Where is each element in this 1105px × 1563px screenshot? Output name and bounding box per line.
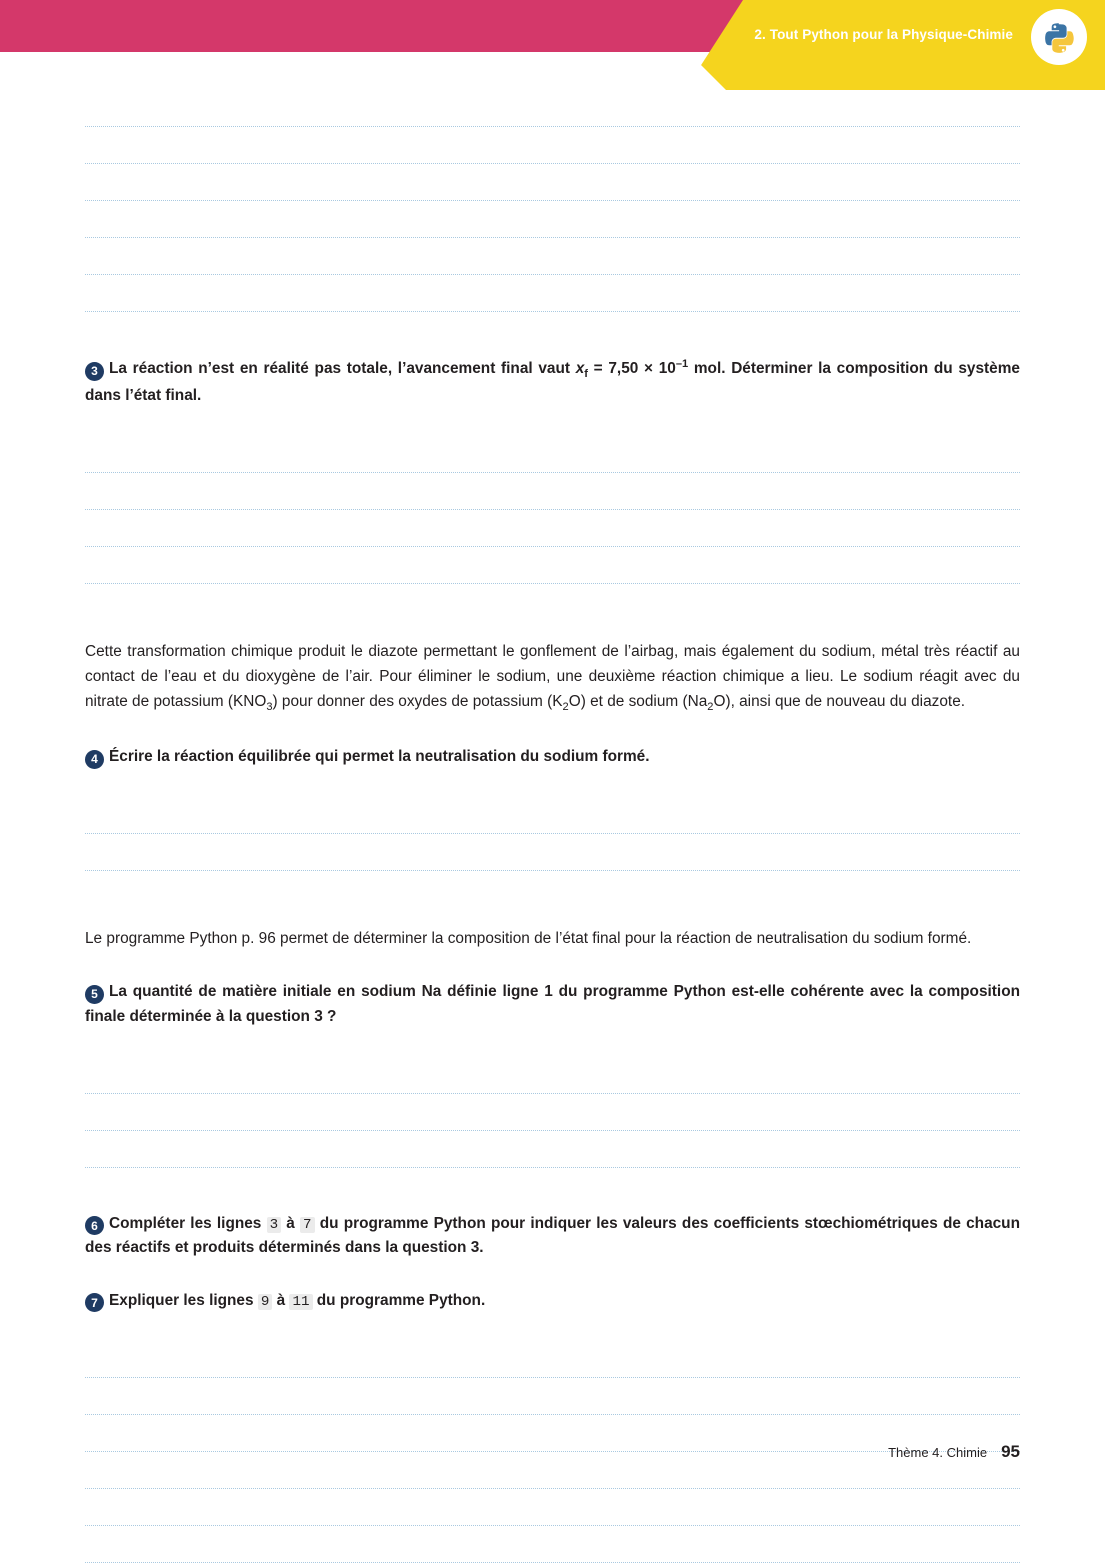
question-6-part-2: à [281,1214,301,1232]
footer-theme: Thème 4. Chimie [888,1445,988,1460]
answer-line[interactable] [85,473,1020,510]
answer-line[interactable] [85,275,1020,312]
question-5-text: La quantité de matière initiale en sodium Na définie ligne 1 du programme Python est-elle cohérente avec la composition finale déterminée à la question 3 ? [85,983,1020,1025]
paragraph-1-sub-3: 2 [707,701,714,714]
question-6-line-end: 7 [300,1217,315,1233]
paragraph-1-part-4: O), ainsi que de nouveau du diazote. [713,692,966,710]
question-7-part-3: du programme Python. [312,1291,486,1309]
answer-lines-top [85,90,1020,312]
page-body [0,90,1105,1563]
answer-line[interactable] [85,90,1020,127]
question-6-part-3: du programme Python pour indiquer les valeurs des coefficients stœchiométriques de chacun des réactifs et produits déterminés dans la question 3. [85,1214,1020,1257]
answer-line[interactable] [85,834,1020,871]
question-3-var: x [575,360,585,378]
answer-line[interactable] [85,436,1020,473]
python-logo-icon [1031,9,1087,65]
paragraph-1-part-1: Cette transformation chimique produit le diazote permettant le gonflement de l’airbag, mais également du sodium, métal très réactif au contact de l’eau et du dioxygène de l’air. Pour éliminer le sodium, une deuxième réaction chimique a lieu. Le sodium réagit avec du nitrate de potassium (KNO [85,643,1020,710]
answer-line[interactable] [85,1526,1020,1563]
answer-line[interactable] [85,1131,1020,1168]
question-7-part-1: Expliquer les lignes [109,1291,258,1309]
question-number-badge: 5 [85,985,104,1004]
question-7 [85,1289,1020,1313]
answer-line[interactable] [85,201,1020,238]
question-7-line-end: 11 [289,1294,312,1310]
question-6 [85,1212,1020,1261]
answer-line[interactable] [85,127,1020,164]
answer-lines-q4 [85,797,1020,871]
paragraph-1-sub-1: 3 [266,701,273,714]
question-4 [85,745,1020,769]
question-number-badge: 7 [85,1293,104,1312]
question-3-exponent: –1 [675,358,689,370]
paragraph-transformation [85,640,1020,717]
answer-line[interactable] [85,1057,1020,1094]
paragraph-programme-python: Le programme Python p. 96 permet de déterminer la composition de l’état final pour la réaction de neutralisation du sodium formé. [85,930,972,948]
question-number-badge: 6 [85,1216,104,1235]
answer-line[interactable] [85,238,1020,275]
question-3-times: × 10 [644,360,676,378]
question-6-line-start: 3 [267,1217,282,1233]
paragraph-1-part-2: ) pour donner des oxydes de potassium (K [272,692,563,710]
paragraph-1-part-3: O) et de sodium (Na [568,692,708,710]
question-3-equals: = 7,50 [587,360,645,378]
question-3-var-sub: f [584,368,588,381]
answer-line[interactable] [85,1378,1020,1415]
page-footer [0,1442,1105,1462]
footer-page-number: 95 [1001,1442,1020,1461]
answer-line[interactable] [85,547,1020,584]
question-6-part-1: Compléter les lignes [109,1214,267,1232]
page-header [0,0,1105,90]
answer-line[interactable] [85,1094,1020,1131]
answer-lines-q3 [85,436,1020,584]
question-4-text: Écrire la réaction équilibrée qui permet la neutralisation du sodium formé. [109,748,650,765]
answer-line[interactable] [85,1341,1020,1378]
question-number-badge: 3 [85,362,104,381]
header-title: 2. Tout Python pour la Physique-Chimie [754,27,1013,42]
question-5 [85,980,1020,1029]
answer-line[interactable] [85,797,1020,834]
answer-line[interactable] [85,510,1020,547]
question-7-line-start: 9 [258,1294,273,1310]
answer-line[interactable] [85,1489,1020,1526]
paragraph-1-sub-2: 2 [562,701,569,714]
question-number-badge: 4 [85,750,104,769]
question-3-unit: mol. Déterminer la composition du système dans l’état final. [85,360,1020,404]
answer-line[interactable] [85,164,1020,201]
answer-lines-q5 [85,1057,1020,1168]
question-3-text-a: La réaction n’est en réalité pas totale, l’avancement final vaut [109,360,576,378]
question-3 [85,356,1020,408]
content-column [85,90,1020,1563]
question-7-part-2: à [272,1291,290,1309]
